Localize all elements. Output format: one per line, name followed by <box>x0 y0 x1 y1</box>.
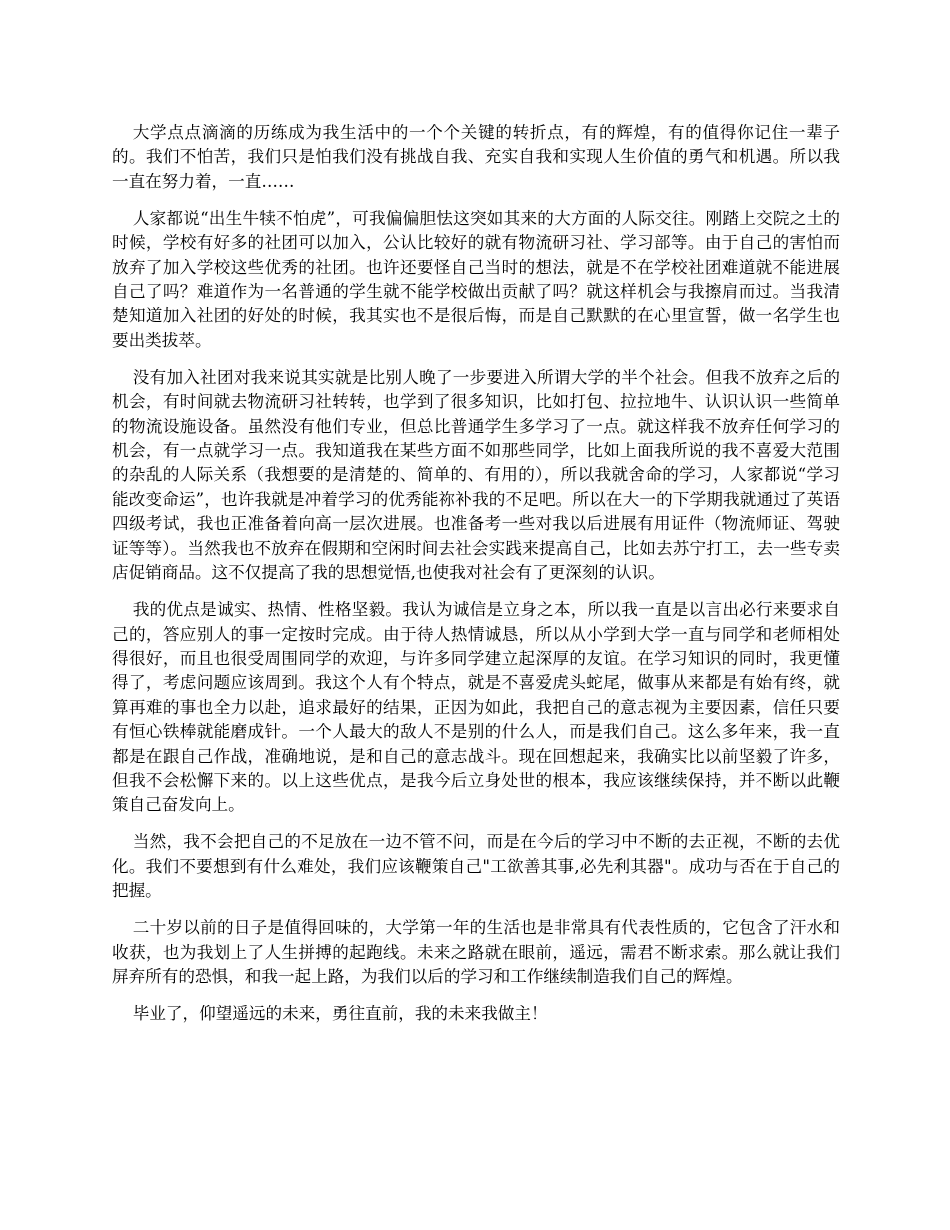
document-body <box>112 121 840 1039</box>
paragraph-3: 没有加入社团对我来说其实就是比别人晚了一步要进入所谓大学的半个社会。但我不放弃之后的机会，有时间就去物流研习社转转，也学到了很多知识，比如打包、拉拉地牛、认识认识一些简单的物流设施设备。虽然没有他们专业，但总比普通学生多学习了一点。就这样我不放弃任何学习的机会，有一点就学习一点。我知道我在某些方面不如那些同学，比如上面我所说的我不喜爱大范围的杂乱的人际关系（我想要的是清楚的、简单的、有用的），所以我就舍命的学习，人家都说“学习能改变命运”，也许我就是冲着学习的优秀能祢补我的不足吧。所以在大一的下学期我就通过了英语四级考试，我也正准备着向高一层次进展。也准备考一些对我以后进展有用证件（物流师证、驾驶证等等）。当然我也不放弃在假期和空闲时间去社会实践来提高自己，比如去苏宁打工，去一些专卖店促销商品。这不仅提高了我的思想觉悟,也使我对社会有了更深刻的认识。 <box>112 367 840 583</box>
paragraph-5: 当然，我不会把自己的不足放在一边不管不问，而是在今后的学习中不断的去正视，不断的去优化。我们不要想到有什么难处，我们应该鞭策自己"工欲善其事,必先利其器"。成功与否在于自己的把握。 <box>112 832 840 901</box>
paragraph-6: 二十岁以前的日子是值得回味的，大学第一年的生活也是非常具有代表性质的，它包含了汗水和收获，也为我划上了人生拼搏的起跑线。未来之路就在眼前，遥远，需君不断求索。那么就让我们屏弃所有的恐惧，和我一起上路，为我们以后的学习和工作继续制造我们自己的辉煌。 <box>112 918 840 986</box>
paragraph-2: 人家都说“出生牛犊不怕虎”，可我偏偏胆怯这突如其来的大方面的人际交往。刚踏上交院之土的时候，学校有好多的社团可以加入，公认比较好的就有物流研习社、学习部等。由于自己的害怕而放弃了加入学校这些优秀的社团。也许还要怪自己当时的想法，就是不在学校社团难道就不能进展自己了吗？难道作为一名普通的学生就不能学校做出贡献了吗？就这样机会与我擦肩而过。当我清楚知道加入社团的好处的时候，我其实也不是很后悔，而是自己默默的在心里宣誓，做一名学生也要出类拔萃。 <box>112 208 840 350</box>
paragraph-1: 大学点点滴滴的历练成为我生活中的一个个关键的转折点，有的辉煌，有的值得你记住一辈子的。我们不怕苦，我们只是怕我们没有挑战自我、充实自我和实现人生价值的勇气和机遇。所以我一直在努力着，一直…… <box>112 123 840 191</box>
paragraph-4: 我的优点是诚实、热情、性格坚毅。我认为诚信是立身之本，所以我一直是以言出必行来要求自己的，答应别人的事一定按时完成。由于待人热情诚恳，所以从小学到大学一直与同学和老师相处得很好，而且也很受周围同学的欢迎，与许多同学建立起深厚的友谊。在学习知识的同时，我更懂得了，考虑问题应该周到。我这个人有个特点，就是不喜爱虎头蛇尾，做事从来都是有始有终，就算再难的事也全力以赴，追求最好的结果，正因为如此，我把自己的意志视为主要因素，信任只要有恒心铁棒就能磨成针。一个人最大的敌人不是别的什么人，而是我们自己。这么多年来，我一直都是在跟自己作战，准确地说，是和自己的意志战斗。现在回想起来，我确实比以前坚毅了许多，但我不会松懈下来的。以上这些优点，是我今后立身处世的根本，我应该继续保持，并不断以此鞭策自己奋发向上。 <box>112 600 840 815</box>
paragraph-7: 毕业了，仰望遥远的未来，勇往直前，我的未来我做主！ <box>132 1003 548 1023</box>
